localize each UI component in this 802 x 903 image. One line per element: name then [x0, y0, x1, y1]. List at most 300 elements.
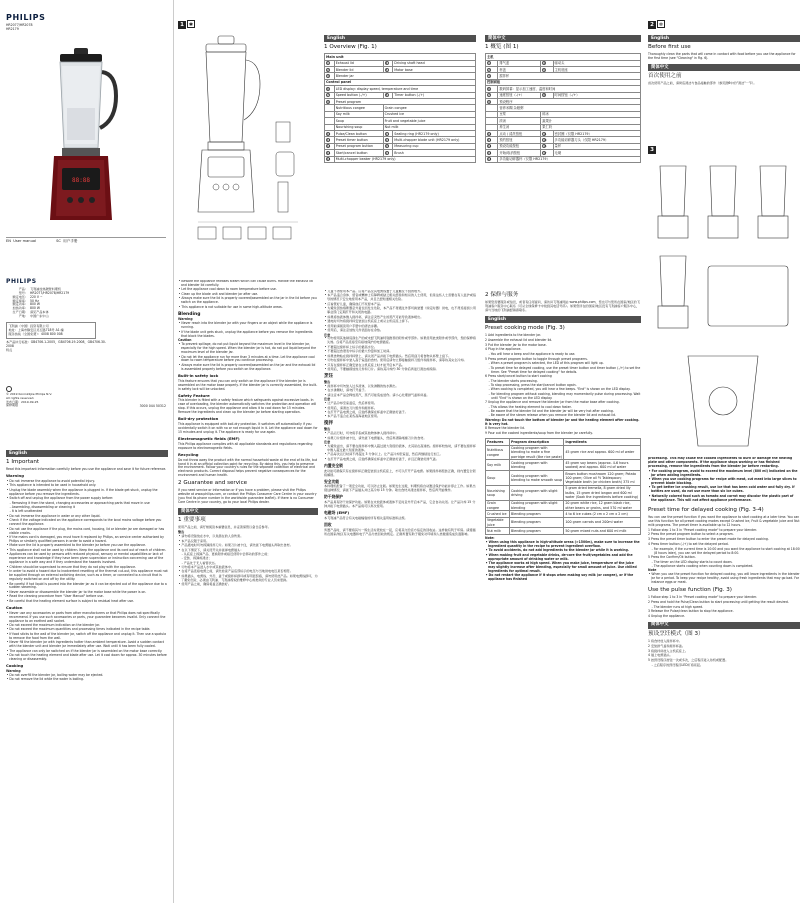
cell-label: 预设程序	[498, 99, 641, 105]
table-section-header: 控制面板	[486, 79, 641, 85]
callout-number: 1	[327, 62, 329, 66]
table-row	[486, 156, 641, 162]
warning-item: • Do not use the appliance if the plug, the mains cord, housing, lid or blender jar are damaged or has visible cracks.	[6, 528, 168, 536]
program-name: Soy milk	[334, 111, 383, 117]
step-result: - For example, if the current time is 10:00 and you want the appliance to start cooking at 18:00 (8 hours later), you can set the delayed period to 8:00.	[648, 548, 800, 556]
program-header: 营养米糊 杂粮粥	[498, 105, 641, 111]
callout-number: 7	[488, 94, 490, 98]
overview-figure	[178, 32, 318, 257]
caution-item: • Do not touch the heating element and blade after use. Let it cool down for approx. 30 minutes before cleaning or disassembly.	[6, 654, 168, 662]
warning-item: • Children should be supervised to ensure that they do not play with the appliance.	[6, 566, 168, 570]
table-cell: 50 gram mixed nuts and 600 ml milk	[564, 528, 641, 534]
program-name: 果仁奶	[541, 124, 641, 130]
warning-item: • Be careful if hot liquid is poured into the blender jar as it can be ejected out of the appliance due to a sudden steaming.	[6, 583, 168, 591]
callout-number: 8	[385, 94, 388, 98]
callout-number: 17	[543, 151, 547, 155]
table-cell: Nut milk	[486, 528, 510, 534]
note-item: • The appliance works at high speed. When you make juice, temperature of the juice may slightly increase after blending, especially for small amount of juice. Use chilled ingredients for optimal result.	[485, 562, 641, 574]
callout-number: 1	[488, 62, 490, 66]
cell-label: Measuring cup	[393, 143, 476, 149]
table-cell: Brown button mushroom 120 gram; Potato 100 gram; Olive oil ½ Tablespoon; Vegetable broth (or chicken broth) 375 ml	[564, 471, 641, 486]
list-item: • 为避免溢出，请不要在搅拌杯中倒入超过最大刻度的液体，尤其是在高速档。搅拌杯较热时，请不要在搅拌杯中倒入超过最大刻度的液体。	[324, 445, 476, 453]
program-name: Nourishing soup	[334, 124, 383, 130]
list-item: • 不要超过食谱表中标示的最大份量和加工时间。	[324, 350, 476, 354]
table-row	[325, 156, 476, 162]
table-row	[486, 445, 641, 460]
step-item: 5 Press the Confirm/Ok button.	[648, 554, 696, 559]
list-item: • 本产品适合身体、感官或精神上有障碍或缺乏相关经验和知识的人士使用，但是这些人士需要在有人监护或指导的情况下安全地使用本产品，并且已经知道相关危险。	[324, 294, 476, 302]
list-item: • 为避免因热熔断器意外复位而发生危险，本产品不得通过外部切换装置（如定时器）供电，也不得连接到公用事业部门定期打开和关闭的电路。	[324, 307, 476, 315]
table-cell: Nourishing soup	[486, 485, 510, 500]
program-name: Crushed ice	[383, 111, 475, 117]
table-section-header: Control panel	[325, 79, 476, 85]
table-cell: 20 gram white rice, 12 gram black rice, other beans or grains, and 570 ml water	[564, 500, 641, 511]
table-cell: Cooking program with blending	[510, 460, 564, 471]
callout-number: 11	[385, 132, 389, 136]
callout-number: 6	[327, 87, 329, 91]
step-item: 4 Unplug the appliance.	[648, 613, 685, 618]
warning-item: • Read the cleaning procedure from "User Manual" before use.	[6, 595, 168, 599]
list-item: • 如果刀片组件被卡住，请先拔下电源插头，然后再清除堵塞刀片的食材。	[324, 437, 476, 441]
cell-label: Blender jar	[334, 73, 475, 79]
overview-en: English 1 Overview (Fig. 1) Main unit 1 Exhaust lid 4 Driving shaft head 2 Blender lid 5 Motor base 3 Blender jar Control panel 6 LED display: display speed, temperature and time 7 Speed button (-/+) 8 Timer button (-/+) 9 Preset program Nutritious congee Grain congee Soy milk Crushed ice Soup Fruit and vegetable juice Nourishing soup Nut milk 10 Pulse/Clean button 11 Sealing ring (HR2179 only) 12 Preset timer button 13 Multi-chopper blade unit (HR2179 only) 14 Preset program button 15 Measuring cup 16 Start/cancel button 17 Brush 18 Multi-chopper beaker (HR2179 only)	[324, 32, 476, 290]
product-info-key: 产品：	[18, 286, 28, 291]
page-4	[483, 0, 643, 903]
table-row	[486, 460, 641, 471]
text-column-5: processing. This may cause the cooked ingredients to burn or damage the heating plate and other components. If the appliance stops working or has finished processing, remove the ingredients from the blender jar before restarting. • For cooking program, avoid to exceed the maximum level (800 ml) indicated on the jar when adding ingredients. • When you use cooking programs for recipe with meat, cut meat into large slices to prevent blade blocking. • To get better ice crushing result, use ice that has been cold water and fully dry. If bottles are used, do not use more than six ice cubes. • Naturally colored food such as tomato and carrot may discolor the plastic part of the appliance. This will not affect appliance performance. Preset time for delayed cooking (Fig. 3-4) You can use the preset function if you want the appliance to start cooking at a later time. You can use this function for all preset cooking modes except Crushed ice, Fruit & vegetable juice and Nut milk programs. The preset timer is available up to 12 hours. 1 Follow step 1 to 3 in "Preset cooking mode" to prepare your blender. 2 Press the preset program button to select a program. 3 Press the preset timer button to enter the preset mode for delayed cooking. 4 Press timer button (-/+) to set the delayed period. - For example, if the current time is 10:00 and you want the appliance to start cooking at 18:00 (8 hours later), you can set the delayed period to 8:00. 5 Press the Confirm/Ok button. - The timer on the LED display starts to count down. - The appliance starts cooking when counting down is completed. Note • When you use the preset function for delayed cooking, you will leave ingredients in the blender jar for a period. To keep your recipe healthy, avoid using fresh ingredients that may go bad. For instance eggs or meat. Use the pulse function (Fig. 3) 1 Follow step 1 to 3 in "Preset cooking mode" to prepare your blender. 2 Press and hold the Pulse/Clean button to start processing until getting the result desired. - The blender runs at high speed. 3 Release the Pulse/clean button to stop the appliance. 4 Unplug the appliance. 简体中文 预设烹饪模式（图 3） 1 将食材放入搅拌杯中。 2 安装排气盖和搅拌杯盖。 3 将搅拌杯放入主机底座上。 4 插上电源插头。 5 按预设程序按钮一次或多次，之后程序进入待机或配置。 - 之后程序的预设程序LED灯将亮起。	[648, 457, 800, 903]
step-item: 1 将食材放入搅拌杯中。	[648, 639, 682, 643]
table-header-cell: Program description	[510, 439, 564, 445]
copyright-block: © 2019 Koninklijke Philips N.V. All rights reserved. 发布日期：2019-09-25 保修期限 3000 044 50312	[6, 386, 166, 409]
cell-label: 驱动头	[553, 60, 640, 66]
page-2	[173, 0, 319, 903]
step-item: 4 插上电源插头。	[648, 653, 673, 658]
step-item: 6 Press start/cancel button to start cooking	[485, 373, 552, 378]
callout-number: 14	[488, 145, 492, 149]
note-item: • When using this appliance in high-altitude areas (>1500m), make sure to increase the ingredient quantity in the recipe to prevent ingredient overflow.	[485, 541, 641, 549]
callout-number: 3	[327, 74, 329, 78]
cn-warning-item: • 使用产品之前，确保将盖正确装好。	[178, 583, 318, 587]
table-section-header: Main unit	[325, 54, 476, 60]
cn-warning-item: • 在以下情况下，请关闭开关并拔掉电源插头：	[178, 549, 318, 553]
table-cell: Grain congee	[486, 500, 510, 511]
table-cell: 4 to 6 ice cubes (2 cm x 2 cm x 2 cm)	[564, 511, 641, 517]
list-item: • Let the appliance cool down to room temperature before use.	[178, 288, 318, 292]
program-name: 碎冰	[541, 111, 641, 117]
list-item: • When you use the preset function for delayed cooking, you will leave ingredients in the blender jar for a period. To keep your recipe healthy, avoid using fresh ingredients that may go bad. For instance eggs or meat.	[648, 573, 800, 585]
list-item: • 切勿使用其他制造商生产的或未经飞利浦特别推荐的附件或零部件。如果使用此类附件或零部件，您的保修将失效。仅将产品连接至有接地保护的电源插座。	[324, 337, 476, 345]
product-info-key: 加热功率：	[12, 306, 28, 311]
product-info-row	[6, 315, 166, 319]
step-item: 2 Assemble the exhaust lid and blender lid.	[485, 337, 553, 342]
callout-number: 4	[385, 62, 388, 66]
table-row	[486, 471, 641, 486]
product-info-value: 800 W	[30, 302, 40, 307]
step-result: - The appliance starts cooking when counting down is completed.	[648, 565, 800, 569]
step-result: - The blender runs at high speed.	[648, 606, 800, 610]
cell-label: 毛刷	[553, 150, 640, 156]
steps-figure	[648, 156, 800, 456]
table-row	[486, 500, 641, 511]
list-item: • 如果食物粘在搅拌杯壁上，请关闭产品并拔下电源插头。然后用刮刀将食物从杯壁上刮下。	[324, 355, 476, 359]
table-header-cell: Ingredients	[564, 439, 641, 445]
list-item: • This appliance is not suitable for use in some high-altitude areas.	[178, 306, 318, 310]
step-result: - When a preset program is selected, the LED of this program will light up.	[485, 362, 641, 366]
program-name: Fruit and vegetable juice	[383, 118, 475, 124]
list-item: • Always make sure the lid is properly covered/assembled on the jar and the exhaust lid is assembled properly before you switch on the appliance.	[178, 364, 318, 372]
cn-warning-item: • 本产品仅限于家用。	[178, 540, 318, 544]
callout-number: 11	[543, 132, 547, 136]
product-info-value: 220 V ~	[30, 294, 43, 299]
warning-item: • This appliance shall not be used by children. Keep the appliance and its cord out of reach of children.	[6, 549, 168, 553]
tip-item: • Naturally colored food such as tomato and carrot may discolor the plastic part of the appliance. This will not affect appliance performance.	[648, 495, 800, 503]
callout-number: 17	[385, 151, 389, 155]
cell-label: Brush	[393, 150, 476, 156]
important-section: English 1 Important Read this important information carefully before you use the appliance and save it for future reference. Warning • Do not immerse the appliance to avoid potential injury. • This appliance is intended to be used in household only. • Unplug the blade assembly when the appliance is plugged in. If the blade get stuck, unplug the appliance before you remove the ingredients. • Switch off and unplug the appliance from the power supply before: - Removing it from the stand, changing accessories or approaching parts that move in use - Assembling, disassembling or cleaning it - It is left unattended • Do not immerse the appliance in water or any other liquid. • Check if the voltage indicated on the appliance corresponds to the local mains voltage before you connect the appliance. • Do not use the appliance if the plug, the mains cord, housing, lid or blender jar are damaged or has visible cracks. • If the mains cord is damaged, you must have it replaced by Philips, an service center authorized by Philips or similarly qualified persons in order to avoid a hazard. • Make sure the lid is properly assembled to the blender jar before you use the appliance. • This appliance shall not be used by children. Keep the appliance and its cord out of reach of children. • Appliances can be used by persons with reduced physical, sensory or mental capabilities or lack of experience and knowledge if they have been given supervision or instruction concerning use of the appliance in a safe way and if they understand the hazards involved. • Children should be supervised to ensure that they do not play with the appliance. • In order to avoid a hazard due to inadvertent resetting of the thermal cut-out, this appliance must not be supplied through an external switching device, such as a timer, or connected to a circuit that is regularly switched on and off by the utility. • Be careful if hot liquid is poured into the blender jar as it can be ejected out of the appliance due to a sudden steaming. • Never assemble or disassemble the blender jar to the motor base while the power is on. • Read the cleaning procedure from "User Manual" before use. • Be careful that the heating element surface is subject to residual heat after use. Caution • Never use any accessories or parts from other manufacturers or that Philips does not specifically recommend. If you use such accessories or parts, your guarantee becomes invalid. Only connect the appliance to an earthed wall socket. • Do not exceed the maximum indication on the blender jar. • Do not exceed the maximum quantities and processing times indicated in the recipe table. • If food sticks to the wall of the blender jar, switch off the appliance and unplug it. Then use a spatula to remove the food from the wall. • Never fill the blender jar with ingredients hotter than ambient temperature. Avoid a sudden contact with the blender unit and blender jar immediately after use. Wait until it has been fully cooled. • The appliance can only be switched on if the blender jar is assembled on the motor base correctly. • Do not touch the heating element and blade after use. Let it cool down for approx. 30 minutes before cleaning or disassembly. Cooking Warning • Do not overfill the blender jar, boiling water may be ejected. • Do not remove the lid while the water is boiling.	[6, 447, 168, 903]
callout-number: 13	[543, 139, 547, 143]
tip-item: • For cooking program, avoid to exceed the maximum level (800 ml) indicated on the jar when adding ingredients.	[648, 470, 800, 478]
table-cell: Soy milk	[486, 460, 510, 471]
cover-page	[0, 0, 172, 903]
list-item: • 在打开产品电源之前，应始终确保在杯盖中正确装好盖子，并且正确装好排气盖。	[324, 458, 476, 462]
recipe-table	[485, 438, 641, 535]
list-item: • Beware the appliance releases steam which can cause burns. Handle the exhaust lid and blender lid carefully.	[178, 280, 318, 288]
table-cell: 100 gram carrots and 200ml water	[564, 517, 641, 528]
step-item: 3 将搅拌杯放入主机底座上。	[648, 648, 689, 653]
step-item: 4 Plug in the appliance.	[485, 347, 522, 352]
list-item: • To prevent spillage, do not put liquid beyond the maximum level in the blender jar, especially for the high speed. When the blender jar is hot, do not put liquid beyond the maximum level of the blender jar.	[178, 343, 318, 355]
step-result: - When cooking is completed, you will hear a few beeps. "End" is shown on the LED display.	[485, 388, 641, 392]
table-cell: Cooking program with slight driving	[510, 485, 564, 500]
caution-item: • If food sticks to the wall of the blender jar, switch off the appliance and unplug it. Then use a spatula to remove the food from the wall.	[6, 633, 168, 641]
step-result: - To preset time for delayed cooking, use the preset timer button and timer button (-/+) to set the timer. See "Preset time for delayed cooking" for details.	[485, 367, 641, 375]
product-info-value: HR2077/HR2078/HR2179	[30, 290, 70, 295]
list-item: • 产品运行时，切勿将手指或其他物体伸入搅拌杯中。	[324, 432, 476, 436]
step-item: 2 安装排气盖和搅拌杯盖。	[648, 643, 685, 648]
product-info-key: 生产日期：	[12, 310, 28, 315]
text-column-3: • 儿童不得使用本产品。应将产品及其电源线置于儿童触及不到的地方。 • 本产品适合身体、感官或精神上有障碍或缺乏相关经验和知识的人士使用，但是这些人士需要在有人监护或指导的情况下安全地使用本产品，并且已经知道相关危险。 • 应看管好儿童，确保他们不玩耍本产品。 • 为避免因热熔断器意外复位而发生危险，本产品不得通过外部切换装置（如定时器）供电，也不得连接到公用事业部门定期打开和关闭的电路。 • 如果将热液体倒入搅拌杯，请注意突然产生的蒸汽可能导致液体喷出。 • 通电时切勿将搅拌杯安装到主机底座上或从主机底座上拆下。 • 使用前请阅读用户手册中的清洁步骤。 • 使用后，请注意加热元件表面存在余热。 注意 • 切勿使用其他制造商生产的或未经飞利浦特别推荐的附件或零部件。如果使用此类附件或零部件，您的保修将失效。仅将产品连接至有接地保护的电源插座。 • 不要超过搅拌杯上标示的最高水位。 • 不要超过食谱表中标示的最大份量和加工时间。 • 如果食物粘在搅拌杯壁上，请关闭产品并拔下电源插头。然后用刮刀将食物从杯壁上刮下。 • 切勿在搅拌杯中装入高于室温的食材。使用后请勿立即接触搅拌刀组件和搅拌杯，请等待其完全冷却。 • 只有在搅拌杯正确安装在主机底座上时才能开启本产品。 • 使用后，不要触摸加热元件和刀片。请待其冷却约 30 分钟后再进行清洁或拆卸。 烹饪 警告 • 搅拌杯中切勿装入过多液体，以免沸腾的热水溅出。 • 在水沸腾时，请勿打开盖子。 • 请注意本产品会释放蒸汽，蒸汽可能造成烫伤。请小心处理排气盖和杯盖。 注意 • 让产品冷却至室温后，然后再使用。 • 使用后，请清洁刀片组件和搅拌杯。 • 在打开产品电源之前，应始终确保在杯盖中正确装好盖子。 • 本产品不适合在某些高海拔地区使用。 搅拌 警告 • 产品运行时，切勿将手指或其他物体伸入搅拌杯中。 • 如果刀片组件被卡住，请先拔下电源插头，然后再清除堵塞刀片的食材。 注意 • 为避免溢出，请不要在搅拌杯中倒入超过最大刻度的液体，尤其是在高速档。搅拌杯较热时，请不要在搅拌杯中倒入超过最大刻度的液体。 • 产品每次运行时间不得超过 3 分钟以上。让产品冷却至室温，然后再继续进行加工。 • 在打开产品电源之前，应始终确保在杯盖中正确装好盖子，并且正确装好排气盖。 内置安全锁 此功能可确保只有在搅拌杯正确安装到主机底座上，才可以打开产品电源。如果搅拌杯组装正确，则内置安全锁将解锁。 安全功能 本料理机配备了一项安全功能，可以防止过载。如果发生过载，料理机将自动激活保护功能并停止工作。如果出现这种情况，请拔下产品插头并让其冷却 15 分钟。取出食材并清洁搅拌杯，然后再开始操作。 防干烧保护 本产品具有防干烧保护功能。如果在未放液体或液体不足时意外开启本产品，它会自动关闭。让产品冷却 15 分钟并拔下电源插头。本产品将可以再次使用。 电磁场 (EMF) 本飞利浦产品符合有关电磁辐射的所有相关适用标准和法规。 回收 弃置产品时，请不要将其与一般生活垃圾放在一起，应将其交给官方指定的回收站。这样做有利于环保。请遵循所在国家/地区有关电器和电子产品分类回收的规定。正确弃置有助于避免对环境和人类健康造成负面影响。	[324, 290, 476, 903]
list-item: • 让产品冷却至室温后，然后再使用。	[324, 402, 476, 406]
overview-table-cn	[485, 53, 641, 163]
warning-item: • Switch off and unplug the appliance from the power supply before:	[6, 497, 168, 501]
step-item: 1 Follow step 1 to 3 in "Preset cooking mode" to prepare your blender.	[648, 595, 757, 600]
standards-text: 本产品执行标准：GB4706.1-2005，GB4706.19-2008，GB4706.30-2008	[6, 340, 107, 349]
product-info-value: 800 W	[30, 306, 40, 311]
philips-logo-small: PHILIPS	[6, 278, 37, 285]
overview-table-en	[324, 53, 476, 163]
product-info-key: 型号：	[18, 290, 28, 295]
product-info-key: 额定频率：	[12, 298, 28, 303]
table-row	[486, 485, 641, 500]
gear-icon: ✱	[188, 22, 194, 28]
cell-label: Multi-chopper beaker (HR2179 only)	[334, 156, 475, 162]
warning-item: • Do not immerse the appliance to avoid potential injury.	[6, 480, 168, 484]
callout-number: 18	[488, 158, 492, 162]
fig2-header: 2 ❄	[648, 20, 666, 29]
callout-number: 18	[327, 158, 331, 162]
section-bar-english: English	[6, 450, 168, 457]
callout-number: 7	[327, 94, 329, 98]
callout-number: 2	[488, 68, 490, 72]
warning-subitem: - Removing it from the stand, changing accessories or approaching parts that move in use	[6, 502, 168, 506]
callout-number: 9	[327, 100, 329, 104]
callout-number: 4	[543, 62, 546, 66]
table-cell: Cooking program with slight blending	[510, 500, 564, 511]
manual-language-row: EN User manual SC 用户手册	[6, 237, 166, 244]
cell-label: Sealing ring (HR2179 only)	[393, 131, 476, 137]
step-item: 7 Unplug the appliance and remove the blender jar from the motor base after cooking.	[485, 399, 620, 404]
cooking-item: • Do not overfill the blender jar, boiling water may be ejected.	[6, 674, 168, 678]
cell-label: Preset program	[334, 99, 475, 105]
program-name: 豆浆	[498, 111, 541, 117]
cell-label: Preset program button	[334, 143, 383, 149]
cell-label: 预设功能按钮	[498, 143, 541, 149]
list-item: • 产品每次运行时间不得超过 3 分钟以上。让产品冷却至室温，然后再继续进行加工。	[324, 453, 476, 457]
table-cell: 5 gram dried tremella, 8 gram dried lily bulbs, 15 gram dried longan and 600 ml water (Soak the ingredients before cooking)	[564, 485, 641, 500]
caution-item: • The appliance can only be switched on if the blender jar is assembled on the motor base correctly.	[6, 650, 168, 654]
cell-label: Speed button (-/+)	[334, 92, 383, 98]
tip-item: • To get better ice crushing result, use ice that has been cold water and fully dry. If bottles are used, do not use more than six ice cubes.	[648, 486, 800, 494]
note-item: • When making fruit and vegetable drinks, de-core the fruit/vegetables and add the appropriate amount of drinking water or milk.	[485, 554, 641, 562]
product-info-rows	[6, 288, 166, 320]
cell-label: LED display: display speed, temperature and time	[334, 86, 475, 92]
step-item: 3 Press the preset timer button to enter the preset mode for delayed cooking.	[648, 537, 769, 542]
product-info-value: 请见产品本体	[30, 310, 49, 315]
cell-label: 杯盖	[498, 66, 541, 72]
table-cell: Cooking program with blending to make a fine porridge result (like rice paste)	[511, 446, 562, 459]
cn-warning-item: • 产品通电时切勿拆卸搅拌刀片。如果刀片被卡住，请先拔下电源插头再取出食材。	[178, 544, 318, 548]
table-header-cell: Features	[486, 439, 510, 445]
callout-number: 12	[488, 139, 492, 143]
callout-number: 16	[327, 151, 331, 155]
cell-label: 排气盖	[498, 60, 541, 66]
step-item: 3 Release the Pulse/clean button to stop the appliance.	[648, 609, 734, 614]
program-name: Nutritious congee	[334, 105, 383, 111]
text-column-2: • Beware the appliance releases steam which can cause burns. Handle the exhaust lid and blender lid carefully. • Let the appliance cool down to room temperature before use. • Clean up the blade unit and blender jar after use. • Always make sure the lid is properly covered/assembled on the jar in the lid before you switch on the appliance. • This appliance is not suitable for use in some high-altitude areas. Blending Warning • Never reach into the blender jar with your fingers or an object while the appliance is running. • If the blade unit gets stuck, unplug the appliance before you remove the ingredients that block the blades. Caution • To prevent spillage, do not put liquid beyond the maximum level in the blender jar, especially for the high speed. When the blender jar is hot, do not put liquid beyond the maximum level of the blender jar. • Do not let the appliance run for more than 3 minutes at a time. Let the appliance cool down to room temperature before you continue processing. • Always make sure the lid is properly covered/assembled on the jar and the exhaust lid is assembled properly before you switch on the appliance. Built-in safety lock This feature ensures that you can only switch on the appliance if the blender jar is assembled on the motor base properly. If the blender jar is correctly assembled, the built-in safety lock will be unlocked. Safety Feature This blender is fitted with a safety feature which safeguards against excessive loads. In case of overloading, the blender automatically switches the protection and operation will stop. If this occurs, unplug the appliance and allow it to cool down for 15 minutes. Remove the ingredients and clean up the blender jar before starting operation. Boil-dry protection This appliance is equipped with boil-dry protection. It switches off automatically if you accidentally switch it on with no or not enough liquid in it. Let the appliance cool down for 15 minutes and unplug it. The appliance is ready for use again. Electromagnetic fields (EMF) This Philips appliance complies with all applicable standards and regulations regarding exposure to electromagnetic fields. Recycling Do not throw away the product with the normal household waste at the end of its life, but hand it in at an official collection point for recycling. By doing this, you help to preserve the environment. Follow your country's rules for the separate collection of electrical and electronic products. Correct disposal helps prevent negative consequences for the environment and human health. 2 Guarantee and service If you need service or information or if you have a problem, please visit the Philips website at www.philips.com, or contact the Philips Consumer Care Centre in your country (you find its phone number in the worldwide guarantee leaflet). If there is no Consumer Care Centre in your country, go to your local Philips dealer. 简体中文 1 重要事项 使用产品之前，请仔细阅读本重要信息，并妥善保管以备日后参考。 警告 • 请勿将设备放在水中，以免潜在的人身伤害。 • 本产品仅限于家用。 • 产品通电时切勿拆卸搅拌刀片。如果刀片被卡住，请先拔下电源插头再取出食材。 • 在以下情况下，请关闭开关并拔掉电源插头： - 从底座上拆卸产品、更换附件或接近使用中会移动的部件之前； - 安装、拆卸或清洁； - 产品处于无人看管状态。 • 切勿将本产品浸入水中或其他液体中。 • 在将产品连接电源之前，请先检查产品底部标示的电压与当地供电电压是否相符。 • 如果插头、电源线、外壳、盖子或搅拌杯损坏或有明显裂痕，请勿使用此产品。如果电源线损坏，为了避免危险，必须由飞利浦、飞利浦授权的维修中心或类似的专业人员来更换。 • 使用产品之前，确保将盖正确装好。	[178, 280, 318, 903]
cell-label: 多功能切碎器杯（仅限 HR2179）	[498, 156, 641, 162]
table-cell: Crushed ice	[486, 511, 510, 517]
cn-warning-item: • 请勿将设备放在水中，以免潜在的人身伤害。	[178, 535, 318, 539]
table-section-header: 主机	[486, 54, 641, 60]
step-result: - The timer on the LED display starts to count down.	[648, 561, 800, 565]
program-name: Nut milk	[383, 124, 475, 130]
callout-number: 2	[327, 68, 329, 72]
fig3-header: 3	[648, 146, 657, 154]
list-item: • 在打开产品电源之前，应始终确保在杯盖中正确装好盖子。	[324, 411, 476, 415]
callout-number: 15	[543, 145, 547, 149]
list-item: • 使用后，请注意加热元件表面存在余热。	[324, 329, 476, 333]
product-info-value: 50 Hz	[30, 298, 39, 303]
list-item: • 搅拌杯中切勿装入过多液体，以免沸腾的热水溅出。	[324, 385, 476, 389]
text-column-4: 2 保修与服务 如果您需要服务或信息，或者有任何疑问，请访问飞利浦网站 www.philips.com，您也可与您所在国家/地区的飞利浦客户服务中心联系（可从全球保修卡中找到其电话号码）。如果您所在的国家/地区没有飞利浦客户服务中心，请与当地的飞利浦经销商联系。 English Preset cooking mode (Fig. 3) 1 Add ingredients to the blender jar. 2 Assemble the exhaust lid and blender lid. 3 Put the blender jar to the motor base. 4 Plug in the appliance. - You will hear a beep and the appliance is ready to use. 5 Press preset program button to toggle through preset programs. - When a preset program is selected, the LED of this program will light up. - To preset time for delayed cooking, use the preset timer button and timer button (-/+) to set the timer. See "Preset time for delayed cooking" for details. 6 Press start/cancel button to start cooking - The blender starts processing. - To stop processing, press the start/cancel button again. - When cooking is completed, you will hear a few beeps. "End" is shown on the LED display. - For blending program without cooking, blending may momentarily pulse during processing. Wait until "End" is shown on the LED display. 7 Unplug the appliance and remove the blender jar from the motor base after cooking. - This allows the heating element to cool down faster. - Be aware that the blender lid and the blender jar will be very hot after cooking. - Be aware of the steam release when you remove the blender lid and exhaust lid. Warning: Do not touch the bottom of blender jar and the heating element after cooking. It is very hot. 8 Remove the blender lid. 9 Pour out the cooked ingredients/soup from the blender jar carefully. Features Program description Ingredients Nutritious congee Cooking program with blending to make a fine porridge result (like rice paste) 45 gram rice and approx. 600 ml of water Soy milk Cooking program with blending 45 gram soy beans (approx. 4-6 hours soaked) and approx. 600 ml of water Soup Cooking program with blending to make smooth soup Brown button mushroom 120 gram; Potato 100 gram; Olive oil ½ Tablespoon; Vegetable broth (or chicken broth) 375 ml Nourishing soup Cooking program with slight driving 5 gram dried tremella, 8 gram dried lily bulbs, 15 gram dried longan and 600 ml water (Soak the ingredients before cooking) Grain congee Cooking program with slight blending 20 gram white rice, 12 gram black rice, other beans or grains, and 570 ml water Crushed ice Blending program 4 to 6 ice cubes (2 cm x 2 cm x 2 cm) Vegetable juice Blending program 100 gram carrots and 200ml water Nut milk Blending program 50 gram mixed nuts and 600 ml milk Note: • When using this appliance in high-altitude areas (>1500m), make sure to increase the ingredient quantity in the recipe to prevent ingredient overflow. • To avoid accidents, do not add ingredients to the blender jar while it is working. • When making fruit and vegetable drinks, de-core the fruit/vegetables and add the appropriate amount of drinking water or milk. • The appliance works at high speed. When you make juice, temperature of the juice may slightly increase after blending, especially for small amount of juice. Use chilled ingredients for optimal result. • Do not restart the appliance if it stops when making soy milk (or congee), or if the appliance has finished	[485, 290, 641, 903]
cell-label: 速度按钮（-/+）	[498, 92, 541, 98]
caution-item: • Never fill the blender jar with ingredients hotter than ambient temperature. Avoid a sudden contact with the blender unit and blender jar immediately after use. Wait until it has been fully cooled.	[6, 641, 168, 649]
list-item: • Never reach into the blender jar with your fingers or an object while the appliance is running.	[178, 322, 318, 330]
list-item: • 本产品不适合在某些高海拔地区使用。	[324, 415, 476, 419]
list-item: • 切勿在搅拌杯中装入高于室温的食材。使用后请勿立即接触搅拌刀组件和搅拌杯，请等待其完全冷却。	[324, 359, 476, 363]
cn-warning-subitem: - 安装、拆卸或清洁；	[178, 557, 318, 561]
warning-item: • If the mains cord is damaged, you must have it replaced by Philips, an service center authorized by Philips or similarly qualified persons in order to avoid a hazard.	[6, 536, 168, 544]
product-info-block: PHILIPS 产品： 飞利浦加热破壁料理机 型号： HR2077/HR2078/HR2179 额定电压： 220 V ~ 额定频率： 50 Hz 额定功率： 800 W 加热功率： 800 W 生产日期： 请见产品本体 产地： 中国广东中山 飞利浦（中国）投资有限公司 地址：上海市静安区灵石路718号 A1 幢 服务热线（全国免费）：4008 800 008 本产品执行标准：GB4706.1-2005，GB4706.19-2008，GB4706.30-2008 特点	[6, 278, 166, 353]
list-item: • 应看管好儿童，确保他们不玩耍本产品。	[324, 303, 476, 307]
cell-label: Exhaust lid	[334, 60, 383, 66]
table-cell: Blending program	[510, 511, 564, 517]
product-info-key: 额定功率：	[12, 302, 28, 307]
step-item: 4 Press timer button (-/+) to set the delayed period.	[648, 541, 729, 546]
list-item: • 使用前请阅读用户手册中的清洁步骤。	[324, 325, 476, 329]
callout-number: 13	[385, 139, 389, 143]
warning-subitem: - Assembling, disassembling or cleaning it	[6, 506, 168, 510]
cell-label: 数码屏幕：显示加工速度、温度和时间	[498, 86, 641, 92]
important-title: 1 Important	[6, 459, 40, 465]
cell-label: Motor base	[393, 66, 476, 72]
step-item: 1 Add ingredients to the blender jar.	[485, 333, 541, 338]
list-item: • 在水沸腾时，请勿打开盖子。	[324, 389, 476, 393]
fig1-header: 1 ✱	[178, 20, 196, 29]
warning-item: • Make sure the lid is properly assembled to the blender jar before you use the appliance.	[6, 544, 168, 548]
cell-label: 量杯	[553, 143, 640, 149]
cell-label: 多功能切碎器刀头（仅限 HR2179）	[553, 137, 640, 143]
cell-label: Preset timer button	[334, 137, 383, 143]
table-cell: 45 gram soy beans (approx. 4-6 hours soaked) and approx. 600 ml of water	[564, 460, 641, 471]
caution-list	[6, 612, 168, 662]
step-item: 8 Remove the blender lid.	[485, 426, 526, 431]
warning-item: • Unplug the blade assembly when the appliance is plugged in. If the blade get stuck, unplug the appliance before you remove the ingredients.	[6, 489, 168, 497]
list-item: • 儿童不得使用本产品。应将产品及其电源线置于儿童触及不到的地方。	[324, 290, 476, 294]
step-result: - To stop processing, press the start/cancel button again.	[485, 384, 641, 388]
table-cell: Vegetable juice	[486, 517, 510, 528]
table-cell: Blending program	[510, 517, 564, 528]
step-result: - Be aware that the blender lid and the blender jar will be very hot after cooking.	[485, 410, 641, 414]
step-result: - This allows the heating element to cool down faster.	[485, 406, 641, 410]
product-info-value: 飞利浦加热破壁料理机	[30, 286, 61, 291]
note-item: • To avoid accidents, do not add ingredients to the blender jar while it is working.	[485, 549, 641, 553]
callout-number: 8	[543, 94, 546, 98]
program-name: Grain congee	[383, 105, 475, 111]
cell-label: 开始/取消按钮	[498, 150, 541, 156]
warning-item: • Appliances can be used by persons with reduced physical, sensory or mental capabilities or lack of experience and knowledge if they have been given supervision or instruction concerning use of the appliance in a safe way and if they understand the hazards involved.	[6, 553, 168, 565]
list-item: • 通电时切勿将搅拌杯安装到主机底座上或从主机底座上拆下。	[324, 320, 476, 324]
warning-text: Warning: Do not touch the bottom of blender jar and the heating element after cooking. It is very hot.	[485, 417, 640, 426]
list-item: • 不要超过搅拌杯上标示的最高水位。	[324, 346, 476, 350]
cn-warning-item: • 如果插头、电源线、外壳、盖子或搅拌杯损坏或有明显裂痕，请勿使用此产品。如果电源线损坏，为了避免危险，必须由飞利浦、飞利浦授权的维修中心或类似的专业人员来更换。	[178, 575, 318, 583]
callout-number: 10	[327, 132, 331, 136]
cooking-item: • Do not remove the lid while the water is boiling.	[6, 678, 168, 682]
step-item: 1 Follow step 1 to 3 in "Preset cooking mode" to prepare your blender.	[648, 527, 757, 532]
callout-number: 14	[327, 145, 331, 149]
caution-item: • Never use any accessories or parts from other manufacturers or that Philips does not specifically recommend. If you use such accessories or parts, your guarantee becomes invalid. Only connect the appliance to an earthed wall socket.	[6, 612, 168, 624]
step-item: 5 Press preset program button to toggle through preset programs.	[485, 356, 588, 361]
table-cell: Blending program	[510, 528, 564, 534]
cell-label: Driving shaft head	[393, 60, 476, 66]
list-item: • 只有在搅拌杯正确安装在主机底座上时才能开启本产品。	[324, 364, 476, 368]
philips-logo: PHILIPS	[6, 13, 46, 22]
cell-label: Timer button (-/+)	[393, 92, 476, 98]
cell-label: Blender lid	[334, 66, 383, 72]
callout-number: 16	[488, 151, 492, 155]
table-cell: Nutritious congee	[486, 445, 510, 460]
company-box: 飞利浦（中国）投资有限公司 地址：上海市静安区灵石路718号 A1 幢 服务热线（全国免费）：4008 800 008	[6, 322, 96, 339]
callout-number: 3	[488, 74, 490, 78]
table-cell: 45 gram rice and approx. 600 ml of water	[564, 445, 641, 460]
list-item: • Always make sure the lid is properly covered/assembled on the jar in the lid before you switch on the appliance.	[178, 297, 318, 305]
product-info-key: 额定电压：	[12, 294, 28, 299]
cell-label: 点动 / 清洗按钮	[498, 131, 541, 137]
page-5	[646, 0, 802, 903]
cell-label: 预约按钮	[498, 137, 541, 143]
callout-number: 12	[327, 139, 331, 143]
cn-warning-item: • 在将产品连接电源之前，请先检查产品底部标示的电压与当地供电电压是否相符。	[178, 570, 318, 574]
list-item: • 如果将热液体倒入搅拌杯，请注意突然产生的蒸汽可能导致液体喷出。	[324, 316, 476, 320]
cell-label: Start/cancel button	[334, 150, 383, 156]
warning-item: • In order to avoid a hazard due to inadvertent resetting of the thermal cut-out, this appliance must not be supplied through an external switching device, such as a timer, or connected to a circuit that is regularly switched on and off by the utility.	[6, 570, 168, 582]
cell-label: Pulse/Clean button	[334, 131, 383, 137]
cell-label: 搅拌杯	[498, 73, 641, 79]
cell-num	[325, 156, 335, 162]
cell-label: Multi-chopper blade unit (HR2179 only)	[393, 137, 476, 143]
cooking-warning-list	[6, 674, 168, 682]
warning-list	[6, 480, 168, 604]
warning-item: • Be careful that the heating element surface is subject to residual heat after use.	[6, 600, 168, 604]
step-result: - Be aware of the steam release when you remove the blender lid and exhaust lid.	[485, 414, 641, 418]
list-item: • If the blade unit gets stuck, unplug the appliance before you remove the ingredients that block the blades.	[178, 331, 318, 339]
model-list: HR2077/HR2078 HR2179	[6, 23, 33, 32]
product-info-key: 产地：	[18, 314, 28, 319]
blender-photo	[40, 48, 122, 223]
step-item: 3 Put the blender jar to the motor base.	[485, 342, 547, 347]
table-row	[486, 517, 641, 528]
program-name: Soup	[334, 118, 383, 124]
list-item: • Clean up the blade unit and blender jar after use.	[178, 293, 318, 297]
page-3	[320, 0, 480, 903]
callout-number: 9	[488, 100, 490, 104]
cn-warning-subitem: - 产品处于无人看管状态。	[178, 562, 318, 566]
step-item: 2 Press the preset program button to select a program.	[648, 532, 734, 537]
warning-item: • Do not immerse the appliance in water or any other liquid.	[6, 515, 168, 519]
tip-item: • When you use cooking programs for recipe with meat, cut meat into large slices to prevent blade blocking.	[648, 478, 800, 486]
product-info-value: 中国广东中山	[30, 314, 49, 319]
table-row	[486, 528, 641, 534]
step-item: 9 Pour out the cooked ingredients/soup from the blender jar carefully.	[485, 431, 593, 436]
callout-number: 5	[385, 68, 388, 72]
step-result: - You will hear a beep and the appliance is ready to use.	[485, 353, 641, 357]
led-digits: 88:88	[71, 177, 91, 184]
cell-label: 时间按钮（-/+）	[553, 92, 640, 98]
cell-label: 主机底座	[553, 66, 640, 72]
snowflake-icon: ❄	[658, 22, 664, 28]
cn-warning-item: • 切勿将本产品浸入水中或其他液体中。	[178, 566, 318, 570]
warning-subitem: - It is left unattended	[6, 510, 168, 514]
program-name: 浓汤	[498, 118, 541, 124]
cn-warning-subitem: - 从底座上拆卸产品、更换附件或接近使用中会移动的部件之前；	[178, 553, 318, 557]
callout-number: 6	[488, 87, 490, 91]
step-result: - 之后程序的预设程序LED灯将亮起。	[648, 664, 800, 668]
warning-item: • This appliance is intended to be used in household only.	[6, 484, 168, 488]
program-name: 养生汤	[498, 124, 541, 130]
callout-number: 10	[488, 132, 492, 136]
warning-item: • Check if the voltage indicated on the appliance corresponds to the local mains voltage before you connect the appliance.	[6, 519, 168, 527]
note-item: • Do not restart the appliance if it stops when making soy milk (or congee), or if the appliance has finished	[485, 574, 641, 582]
caution-item: • Do not exceed the maximum indication on the blender jar.	[6, 624, 168, 628]
callout-number: 15	[385, 145, 389, 149]
program-name: 蔬果汁	[541, 118, 641, 124]
cell-num	[486, 156, 498, 162]
list-item: • Do not let the appliance run for more than 3 minutes at a time. Let the appliance cool down to room temperature before you continue processing.	[178, 356, 318, 364]
first-use-section: English Before first use Thoroughly clean the parts that will come in contact with food before you use the appliance for the first time (see "Cleaning" in Fig. 6). 简体中文 首次使用之前 首次使用产品之前，请彻底清洁与食品接触的部件（参见图6中的"清洁"一节）。	[648, 32, 800, 142]
caution-item: • Do not exceed the maximum quantities and processing times indicated in the recipe table.	[6, 628, 168, 632]
step-item: 5 按预设程序按钮一次或多次，之后程序进入待机或配置。	[648, 658, 729, 662]
table-cell: Cooking program with blending to make smooth soup	[510, 471, 564, 486]
